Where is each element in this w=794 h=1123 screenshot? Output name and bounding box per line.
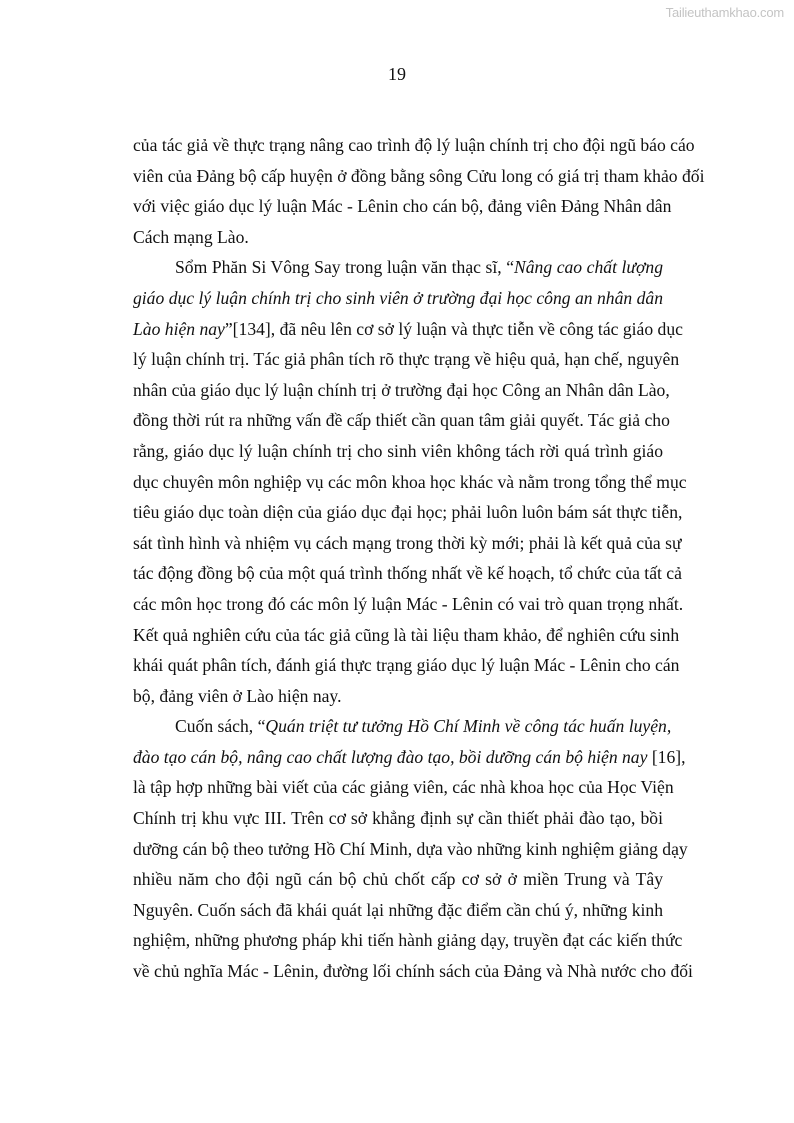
- document-body: [133, 130, 705, 987]
- text-segment: bộ, đảng viên ở Lào hiện nay.: [133, 685, 342, 706]
- paragraph: [133, 130, 705, 252]
- paragraph: [133, 252, 687, 711]
- page-number: 19: [388, 64, 406, 84]
- text-line: [133, 742, 686, 773]
- text-segment: Chính trị khu vực III. Trên cơ sở khẳng định sự cần thiết phải đào tạo, bồi: [133, 808, 663, 829]
- text-segment: của tác giả về thực trạng nâng cao trình độ lý luận chính trị cho đội ngũ báo cáo: [133, 135, 695, 155]
- text-segment: khái quát phân tích, đánh giá thực trạng giáo dục lý luận Mác - Lênin cho cán: [133, 655, 680, 676]
- text-line: [133, 681, 663, 712]
- text-line: [133, 436, 663, 467]
- text-segment: với việc giáo dục lý luận Mác - Lênin cho cán bộ, đảng viên Đảng Nhân dân: [133, 196, 672, 217]
- text-segment: nghiệm, những phương pháp khi tiến hành giảng dạy, truyền đạt các kiến thức: [133, 930, 683, 951]
- text-segment: sát tình hình và nhiệm vụ cách mạng trong thời kỳ mới; phải là kết quả của sự: [133, 532, 682, 553]
- text-line: [133, 772, 674, 803]
- text-segment: dưỡng cán bộ theo tưởng Hồ Chí Minh, dựa vào những kinh nghiệm giảng dạy: [133, 838, 688, 859]
- text-segment: lý luận chính trị. Tác giả phân tích rõ thực trạng về hiệu quả, hạn chế, nguyên: [133, 349, 680, 370]
- text-segment: là tập hợp những bài viết của các giảng viên, các nhà khoa học của Học Viện: [133, 777, 674, 798]
- italic-title-text: Quán triệt tư tưởng Hồ Chí Minh về công tác huấn luyện,: [265, 716, 672, 737]
- text-line: [133, 650, 680, 681]
- text-line: [133, 344, 680, 375]
- text-line: [133, 956, 693, 987]
- text-segment: nhiều năm cho đội ngũ cán bộ chủ chốt cấp cơ sở ở miền Trung và Tây: [133, 869, 663, 890]
- text-line: [133, 252, 663, 283]
- text-segment: đồng thời rút ra những vấn đề cấp thiết cần quan tâm giải quyết. Tác giả cho: [133, 410, 670, 431]
- italic-title-text: đào tạo cán bộ, nâng cao chất lượng đào tạo, bồi dưỡng cán bộ hiện nay: [133, 746, 648, 767]
- text-segment: [16],: [647, 746, 686, 767]
- text-line: [133, 711, 672, 742]
- text-segment: Cuốn sách, “: [175, 716, 266, 737]
- text-line: [133, 161, 705, 192]
- text-line: [133, 834, 688, 865]
- text-line: [133, 558, 682, 589]
- text-segment: Kết quả nghiên cứu của tác giả cũng là tài liệu tham khảo, để nghiên cứu sinh: [133, 624, 680, 645]
- text-line: [133, 528, 682, 559]
- text-segment: Cách mạng Lào.: [133, 226, 249, 247]
- text-line: [133, 405, 670, 436]
- text-line: [133, 314, 683, 345]
- text-line: [133, 925, 683, 956]
- text-line: [133, 497, 683, 528]
- text-segment: tác động đồng bộ của một quá trình thống nhất về kế hoạch, tổ chức của tất cả: [133, 563, 682, 584]
- italic-title-text: giáo dục lý luận chính trị cho sinh viên ở trường đại học công an nhân dân: [133, 287, 663, 308]
- text-line: [133, 864, 663, 895]
- text-segment: các môn học trong đó các môn lý luận Mác - Lênin có vai trò quan trọng nhất.: [133, 593, 684, 614]
- text-line: [133, 467, 687, 498]
- text-line: [133, 803, 663, 834]
- text-line: [133, 130, 695, 161]
- text-line: [133, 895, 663, 926]
- watermark: Tailieuthamkhao.com: [665, 5, 784, 20]
- italic-title-text: Nâng cao chất lượng: [514, 257, 663, 278]
- text-segment: rằng, giáo dục lý luận chính trị cho sinh viên không tách rời quá trình giáo: [133, 440, 663, 461]
- text-segment: viên của Đảng bộ cấp huyện ở đồng bằng sông Cửu long có giá trị tham khảo đối: [133, 165, 705, 186]
- italic-title-text: Lào hiện nay: [133, 318, 225, 339]
- text-segment: dục chuyên môn nghiệp vụ các môn khoa học khác và nằm trong tổng thể mục: [133, 471, 687, 492]
- text-line: [133, 589, 684, 620]
- text-segment: Sổm Phăn Si Vông Say trong luận văn thạc sĩ, “: [175, 257, 515, 278]
- text-segment: nhân của giáo dục lý luận chính trị ở trường đại học Công an Nhân dân Lào,: [133, 379, 670, 400]
- text-line: [133, 191, 672, 222]
- text-line: [133, 222, 663, 253]
- paragraph: [133, 711, 693, 986]
- text-segment: về chủ nghĩa Mác - Lênin, đường lối chính sách của Đảng và Nhà nước cho đối: [133, 961, 693, 982]
- text-segment: tiêu giáo dục toàn diện của giáo dục đại học; phải luôn luôn bám sát thực tiễn,: [133, 502, 683, 523]
- text-line: [133, 620, 680, 651]
- text-line: [133, 375, 670, 406]
- text-line: [133, 283, 663, 314]
- text-segment: ”[134], đã nêu lên cơ sở lý luận và thực tiễn về công tác giáo dục: [224, 318, 683, 339]
- text-segment: Nguyên. Cuốn sách đã khái quát lại những đặc điểm cần chú ý, những kinh: [133, 899, 663, 920]
